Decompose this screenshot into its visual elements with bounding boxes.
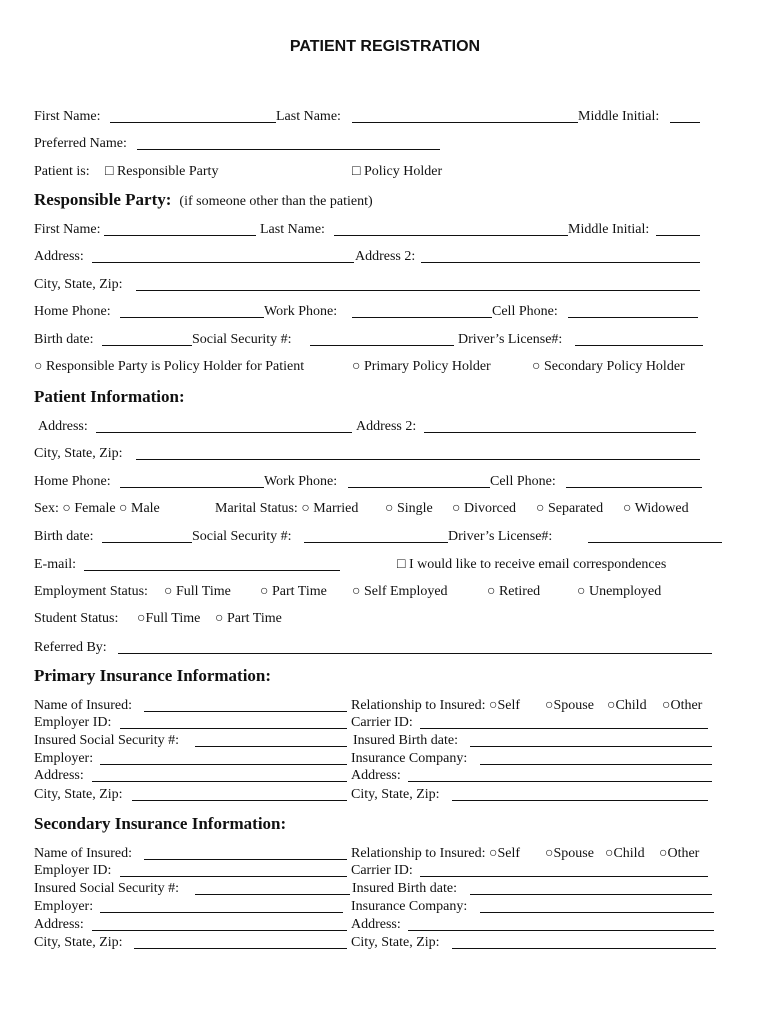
pri-employer-id-label: Employer ID: — [34, 715, 112, 730]
sec-insurance-company-label: Insurance Company: — [351, 899, 468, 914]
pi-drivers-license-field[interactable] — [588, 541, 722, 543]
pri-address-right-field[interactable] — [408, 780, 712, 782]
first-name-field[interactable] — [110, 121, 276, 123]
pi-cell-phone-label: Cell Phone: — [490, 474, 556, 489]
rp-city-state-zip-label: City, State, Zip: — [34, 277, 123, 292]
pi-emp-full-time-radio[interactable]: ○ Full Time — [164, 584, 231, 599]
pi-student-full-time-radio[interactable]: ○Full Time — [137, 611, 201, 626]
pi-address2-field[interactable] — [424, 431, 696, 433]
patient-is-label: Patient is: — [34, 164, 90, 179]
patient-info-heading: Patient Information: — [34, 387, 185, 406]
sec-employer-id-field[interactable] — [120, 875, 347, 877]
rp-middle-initial-label: Middle Initial: — [568, 222, 650, 237]
responsible-party-note: (if someone other than the patient) — [179, 194, 373, 209]
pi-marital-single-radio[interactable]: ○ Single — [385, 501, 433, 516]
sec-employer-id-label: Employer ID: — [34, 863, 112, 878]
rp-first-name-label: First Name: — [34, 222, 101, 237]
pri-relationship-self-radio[interactable]: Relationship to Insured: ○Self — [351, 698, 521, 713]
sec-address-label: Address: — [34, 917, 84, 932]
pi-student-part-time-radio[interactable]: ○ Part Time — [215, 611, 282, 626]
sec-carrier-id-field[interactable] — [420, 875, 708, 877]
rp-cell-phone-field[interactable] — [568, 316, 698, 318]
pi-work-phone-field[interactable] — [348, 486, 490, 488]
rp-primary-policy-holder-radio[interactable]: ○ Primary Policy Holder — [352, 359, 491, 374]
sec-city-state-zip-label: City, State, Zip: — [34, 935, 123, 950]
pri-insurance-company-label: Insurance Company: — [351, 751, 468, 766]
pi-cell-phone-field[interactable] — [566, 486, 702, 488]
pri-address-label: Address: — [34, 768, 84, 783]
first-name-label: First Name: — [34, 109, 101, 124]
pi-sex-radio-group[interactable]: Sex: ○ Female ○ Male — [34, 501, 160, 516]
rp-drivers-license-field[interactable] — [575, 344, 703, 346]
rp-ssn-label: Social Security #: — [192, 332, 292, 347]
sec-carrier-id-label: Carrier ID: — [351, 863, 413, 878]
sec-address-right-field[interactable] — [408, 929, 714, 931]
pri-city-state-zip-field[interactable] — [132, 799, 347, 801]
rp-home-phone-label: Home Phone: — [34, 304, 111, 319]
pi-address-label: Address: — [38, 419, 88, 434]
responsible-party-checkbox[interactable]: □ Responsible Party — [105, 164, 219, 179]
pi-marital-widowed-radio[interactable]: ○ Widowed — [623, 501, 689, 516]
pi-ssn-label: Social Security #: — [192, 529, 292, 544]
pi-email-label: E-mail: — [34, 557, 76, 572]
sec-insured-birth-label: Insured Birth date: — [352, 881, 457, 896]
pri-insured-birth-field[interactable] — [470, 745, 712, 747]
pi-marital-separated-radio[interactable]: ○ Separated — [536, 501, 604, 516]
pri-insured-birth-label: Insured Birth date: — [353, 733, 458, 748]
pri-city-state-zip-label: City, State, Zip: — [34, 787, 123, 802]
sec-insured-birth-field[interactable] — [470, 893, 712, 895]
rp-last-name-label: Last Name: — [260, 222, 325, 237]
last-name-field[interactable] — [352, 121, 578, 123]
pri-city-state-zip-right-label: City, State, Zip: — [351, 787, 440, 802]
responsible-party-heading-text: Responsible Party: — [34, 190, 172, 209]
pi-emp-self-employed-radio[interactable]: ○ Self Employed — [352, 584, 448, 599]
rp-drivers-license-label: Driver’s License#: — [458, 332, 563, 347]
pi-emp-unemployed-radio[interactable]: ○ Unemployed — [577, 584, 662, 599]
page-title: PATIENT REGISTRATION — [289, 38, 481, 55]
rp-address-field[interactable] — [92, 261, 354, 263]
rp-ssn-field[interactable] — [310, 344, 454, 346]
pi-address-field[interactable] — [96, 431, 352, 433]
pi-email-opt-in-checkbox[interactable]: □ I would like to receive email correspondences — [397, 557, 667, 572]
pi-referred-by-field[interactable] — [118, 652, 712, 654]
pri-employer-field[interactable] — [100, 763, 347, 765]
pri-relationship-child-radio[interactable]: ○Child — [607, 698, 647, 713]
sec-address-right-label: Address: — [351, 917, 401, 932]
pri-insured-ssn-label: Insured Social Security #: — [34, 733, 180, 748]
rp-city-state-zip-field[interactable] — [136, 289, 700, 291]
sec-employer-label: Employer: — [34, 899, 94, 914]
rp-last-name-field[interactable] — [334, 234, 568, 236]
sec-relationship-self-radio[interactable]: Relationship to Insured: ○Self — [351, 846, 521, 861]
pi-marital-married-radio[interactable]: Marital Status: ○ Married — [215, 501, 359, 516]
pi-ssn-field[interactable] — [304, 541, 448, 543]
sec-insured-ssn-field[interactable] — [195, 893, 350, 895]
sec-relationship-child-radio[interactable]: ○Child — [605, 846, 645, 861]
pi-birth-date-label: Birth date: — [34, 529, 94, 544]
primary-insurance-heading: Primary Insurance Information: — [34, 666, 272, 685]
pi-employment-status-label: Employment Status: — [34, 584, 148, 599]
sec-relationship-other-radio[interactable]: ○Other — [659, 846, 700, 861]
sec-relationship-spouse-radio[interactable]: ○Spouse — [545, 846, 594, 861]
sec-name-insured-field[interactable] — [144, 858, 347, 860]
pri-address-field[interactable] — [92, 780, 347, 782]
preferred-name-field[interactable] — [137, 148, 440, 150]
pi-email-field[interactable] — [84, 569, 340, 571]
last-name-label: Last Name: — [276, 109, 341, 124]
pri-employer-label: Employer: — [34, 751, 94, 766]
rp-address2-field[interactable] — [421, 261, 700, 263]
pi-address2-label: Address 2: — [356, 419, 417, 434]
pri-employer-id-field[interactable] — [120, 727, 347, 729]
sec-insured-ssn-label: Insured Social Security #: — [34, 881, 180, 896]
sec-address-field[interactable] — [92, 929, 347, 931]
pri-insured-ssn-field[interactable] — [195, 745, 347, 747]
pi-marital-divorced-radio[interactable]: ○ Divorced — [452, 501, 517, 516]
policy-holder-checkbox[interactable]: □ Policy Holder — [352, 164, 443, 179]
secondary-insurance-heading: Secondary Insurance Information: — [34, 814, 287, 833]
pi-work-phone-label: Work Phone: — [264, 474, 338, 489]
pi-home-phone-field[interactable] — [120, 486, 264, 488]
rp-is-policy-holder-radio[interactable]: ○ Responsible Party is Policy Holder for Patient — [34, 359, 305, 374]
pri-relationship-spouse-radio[interactable]: ○Spouse — [545, 698, 594, 713]
rp-work-phone-field[interactable] — [352, 316, 492, 318]
sec-city-state-zip-field[interactable] — [134, 947, 347, 949]
sec-city-state-zip-right-label: City, State, Zip: — [351, 935, 440, 950]
rp-secondary-policy-holder-radio[interactable]: ○ Secondary Policy Holder — [532, 359, 685, 374]
pi-home-phone-label: Home Phone: — [34, 474, 111, 489]
pri-carrier-id-label: Carrier ID: — [351, 715, 413, 730]
rp-middle-initial-field[interactable] — [656, 234, 700, 236]
sec-employer-field[interactable] — [100, 911, 343, 913]
rp-first-name-field[interactable] — [104, 234, 256, 236]
rp-birth-date-field[interactable] — [102, 344, 192, 346]
pi-student-status-label: Student Status: — [34, 611, 119, 626]
middle-initial-field[interactable] — [670, 121, 700, 123]
pi-emp-part-time-radio[interactable]: ○ Part Time — [260, 584, 327, 599]
pi-city-state-zip-label: City, State, Zip: — [34, 446, 123, 461]
preferred-name-label: Preferred Name: — [34, 136, 127, 151]
pri-name-insured-field[interactable] — [144, 710, 347, 712]
rp-home-phone-field[interactable] — [120, 316, 264, 318]
sec-city-state-zip-right-field[interactable] — [452, 947, 716, 949]
sec-insurance-company-field[interactable] — [480, 911, 714, 913]
pri-relationship-other-radio[interactable]: ○Other — [662, 698, 703, 713]
pi-referred-by-label: Referred By: — [34, 640, 107, 655]
pri-name-insured-label: Name of Insured: — [34, 698, 132, 713]
pi-drivers-license-label: Driver’s License#: — [448, 529, 553, 544]
pi-birth-date-field[interactable] — [102, 541, 192, 543]
rp-work-phone-label: Work Phone: — [264, 304, 338, 319]
sec-name-insured-label: Name of Insured: — [34, 846, 132, 861]
rp-birth-date-label: Birth date: — [34, 332, 94, 347]
pri-city-state-zip-right-field[interactable] — [452, 799, 708, 801]
rp-address-label: Address: — [34, 249, 84, 264]
rp-cell-phone-label: Cell Phone: — [492, 304, 558, 319]
rp-address2-label: Address 2: — [355, 249, 416, 264]
middle-initial-label: Middle Initial: — [578, 109, 660, 124]
pri-insurance-company-field[interactable] — [480, 763, 712, 765]
pi-city-state-zip-field[interactable] — [136, 458, 700, 460]
pri-carrier-id-field[interactable] — [420, 727, 708, 729]
responsible-party-heading — [34, 190, 373, 210]
pri-address-right-label: Address: — [351, 768, 401, 783]
pi-emp-retired-radio[interactable]: ○ Retired — [487, 584, 541, 599]
